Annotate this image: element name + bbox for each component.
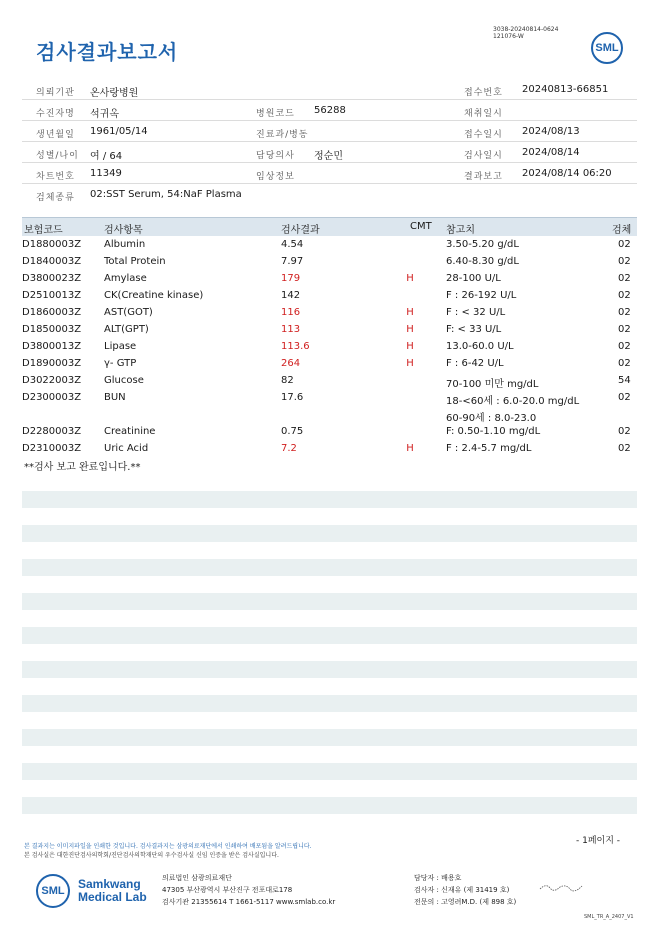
chart-no-value: 11349 [90, 168, 122, 179]
row-specimen: 02 [618, 341, 631, 352]
row-ref: 18-<60세 : 6.0-20.0 mg/dL [446, 396, 580, 407]
empty-row [22, 746, 637, 763]
row-flag: H [406, 273, 414, 284]
page-number: - 1페이지 - [576, 836, 621, 846]
empty-row [22, 576, 637, 593]
institution-label: 의뢰기관 [36, 88, 75, 98]
info-row [22, 79, 637, 100]
table-row [22, 305, 637, 322]
col-result: 검사결과 [281, 225, 320, 236]
row-code: D1840003Z [22, 256, 82, 267]
info-row [22, 184, 637, 205]
staff-line-1: 담당자 : 배용호 [414, 874, 462, 882]
row-code: D2510013Z [22, 290, 82, 301]
report-date-value: 2024/08/14 06:20 [522, 168, 612, 179]
row-code: D2310003Z [22, 443, 82, 454]
empty-row [22, 763, 637, 780]
empty-row [22, 712, 637, 729]
row-item: γ- GTP [104, 358, 137, 369]
info-row [22, 163, 637, 184]
row-ref: 28-100 U/L [446, 273, 501, 284]
table-row [22, 271, 637, 288]
sml-logo-icon: SML [591, 32, 623, 64]
info-row [22, 121, 637, 142]
row-result: 4.54 [281, 239, 304, 250]
row-flag: H [406, 324, 414, 335]
col-cmt: CMT [410, 221, 432, 232]
form-code: SML_TR_A_2407_V1 [584, 914, 634, 920]
staff-line-2: 검사자 : 신재유 (제 31419 호) [414, 886, 510, 894]
table-row [22, 441, 637, 458]
sex-age-value: 여 / 64 [90, 151, 123, 162]
row-code: D1860003Z [22, 307, 82, 318]
empty-row [22, 593, 637, 610]
address-line-3: 검사기관 21355614 T 1661-5117 www.smlab.co.kr [162, 898, 336, 906]
signature-icon [538, 882, 586, 892]
address-line-1: 의료법인 삼광의료재단 [162, 874, 232, 882]
doctor-value: 정순민 [314, 151, 343, 162]
empty-row [22, 542, 637, 559]
row-ref: 70-100 미만 mg/dL [446, 379, 539, 390]
table-row [22, 407, 637, 424]
row-specimen: 02 [618, 358, 631, 369]
row-item: Glucose [104, 375, 144, 386]
table-row [22, 356, 637, 373]
doctor-label: 담당의사 [256, 151, 295, 161]
row-result: 142 [281, 290, 301, 301]
empty-row [22, 661, 637, 678]
row-result: 264 [281, 358, 301, 369]
col-item: 검사항목 [104, 225, 143, 236]
empty-row [22, 644, 637, 661]
clinical-label: 임상정보 [256, 172, 295, 182]
brand-line-1: Samkwang [78, 877, 141, 891]
col-ref: 참고치 [446, 225, 475, 236]
receipt-no-value: 20240813-66851 [522, 84, 609, 95]
info-row [22, 100, 637, 121]
row-code: D2280003Z [22, 426, 82, 437]
row-item: ALT(GPT) [104, 324, 149, 335]
test-date-value: 2024/08/14 [522, 147, 580, 158]
accreditation-notice: 본 검사실은 대한진단검사의학회/진단검사의학재단의 우수검사실 신임 인증을 받은 검사실입니다. [24, 852, 279, 859]
row-specimen: 02 [618, 324, 631, 335]
empty-row [22, 610, 637, 627]
table-row [22, 254, 637, 271]
print-notice: 본 결과지는 이미지파일을 인쇄한 것입니다. 검사결과지는 삼광의료재단에서 인쇄하여 배포됨을 알려드립니다. [24, 843, 312, 850]
col-code: 보험코드 [24, 225, 63, 236]
empty-row [22, 508, 637, 525]
results-table-header [22, 217, 637, 236]
hospital-code-label: 병원코드 [256, 109, 295, 119]
row-flag: H [406, 307, 414, 318]
table-row [22, 424, 637, 441]
row-item: Lipase [104, 341, 137, 352]
row-result: 116 [281, 307, 301, 318]
receipt-date-label: 접수일시 [464, 130, 503, 140]
empty-row [22, 780, 637, 797]
empty-row [22, 797, 637, 814]
row-item: BUN [104, 392, 126, 403]
staff-info [414, 872, 516, 908]
chart-no-label: 차트번호 [36, 172, 75, 182]
row-specimen: 02 [618, 307, 631, 318]
row-item: Albumin [104, 239, 146, 250]
info-row [22, 142, 637, 163]
row-result: 179 [281, 273, 301, 284]
document-code-line-2: 121076-W [493, 33, 524, 40]
birth-value: 1961/05/14 [90, 126, 148, 137]
row-ref: F : 2.4-5.7 mg/dL [446, 443, 532, 454]
row-code: D1890003Z [22, 358, 82, 369]
table-row [22, 373, 637, 390]
collect-date-label: 채취일시 [464, 109, 503, 119]
sml-footer-logo-icon: SML [36, 874, 70, 908]
row-specimen: 02 [618, 443, 631, 454]
row-result: 82 [281, 375, 294, 386]
row-specimen: 02 [618, 426, 631, 437]
empty-row [22, 814, 637, 831]
hospital-code-value: 56288 [314, 105, 346, 116]
empty-row [22, 695, 637, 712]
row-specimen: 02 [618, 273, 631, 284]
row-specimen: 54 [618, 375, 631, 386]
empty-row [22, 491, 637, 508]
row-item: Total Protein [104, 256, 166, 267]
row-specimen: 02 [618, 392, 631, 403]
row-item: CK(Creatine kinase) [104, 290, 204, 301]
empty-row [22, 678, 637, 695]
table-row [22, 288, 637, 305]
row-specimen: 02 [618, 256, 631, 267]
row-code: D2300003Z [22, 392, 82, 403]
row-ref: F : 26-192 U/L [446, 290, 517, 301]
row-flag: H [406, 341, 414, 352]
row-ref: F: < 33 U/L [446, 324, 502, 335]
row-ref: F : < 32 U/L [446, 307, 506, 318]
row-item: Amylase [104, 273, 147, 284]
birth-label: 생년월일 [36, 130, 75, 140]
sex-age-label: 성별/나이 [36, 151, 79, 161]
row-result: 7.2 [281, 443, 297, 454]
row-ref: 3.50-5.20 g/dL [446, 239, 519, 250]
row-code: D3022003Z [22, 375, 82, 386]
row-specimen: 02 [618, 239, 631, 250]
test-date-label: 검사일시 [464, 151, 503, 161]
empty-row [22, 627, 637, 644]
row-result: 0.75 [281, 426, 304, 437]
report-complete-note: **검사 보고 완료입니다.** [24, 462, 141, 473]
row-result: 7.97 [281, 256, 304, 267]
receipt-no-label: 접수번호 [464, 88, 503, 98]
empty-row [22, 525, 637, 542]
staff-line-3: 전문의 : 고영려M.D. (제 898 호) [414, 898, 517, 906]
specimen-value: 02:SST Serum, 54:NaF Plasma [90, 189, 242, 200]
receipt-date-value: 2024/08/13 [522, 126, 580, 137]
empty-row [22, 729, 637, 746]
row-ref: 6.40-8.30 g/dL [446, 256, 519, 267]
row-result: 113.6 [281, 341, 310, 352]
row-flag: H [406, 443, 414, 454]
col-specimen: 검체 [612, 225, 632, 236]
table-row [22, 339, 637, 356]
row-code: D1850003Z [22, 324, 82, 335]
row-item: Creatinine [104, 426, 156, 437]
document-code [493, 26, 558, 40]
row-code: D3800013Z [22, 341, 82, 352]
table-row [22, 237, 637, 254]
lab-address [162, 872, 335, 908]
row-ref: F : 6-42 U/L [446, 358, 504, 369]
row-code: D1880003Z [22, 239, 82, 250]
name-value: 석귀옥 [90, 109, 119, 120]
brand-name [78, 878, 147, 904]
row-ref: 13.0-60.0 U/L [446, 341, 514, 352]
dept-label: 진료과/병동 [256, 130, 309, 140]
row-item: Uric Acid [104, 443, 149, 454]
brand-line-2: Medical Lab [78, 890, 147, 904]
row-specimen: 02 [618, 290, 631, 301]
institution-value: 온사랑병원 [90, 88, 139, 99]
table-row [22, 322, 637, 339]
name-label: 수진자명 [36, 109, 75, 119]
table-row [22, 390, 637, 407]
address-line-2: 47305 부산광역시 부산진구 전포대로178 [162, 886, 293, 894]
document-code-line-1: 3038-20240814-0624 [493, 26, 559, 33]
report-date-label: 결과보고 [464, 172, 503, 182]
row-ref: F: 0.50-1.10 mg/dL [446, 426, 541, 437]
specimen-label: 검체종류 [36, 193, 75, 203]
row-item: AST(GOT) [104, 307, 153, 318]
row-ref: 60-90세 : 8.0-23.0 [446, 413, 537, 424]
row-result: 17.6 [281, 392, 304, 403]
page-title: 검사결과보고서 [36, 40, 179, 64]
row-code: D3800023Z [22, 273, 82, 284]
row-result: 113 [281, 324, 301, 335]
row-flag: H [406, 358, 414, 369]
empty-row [22, 559, 637, 576]
